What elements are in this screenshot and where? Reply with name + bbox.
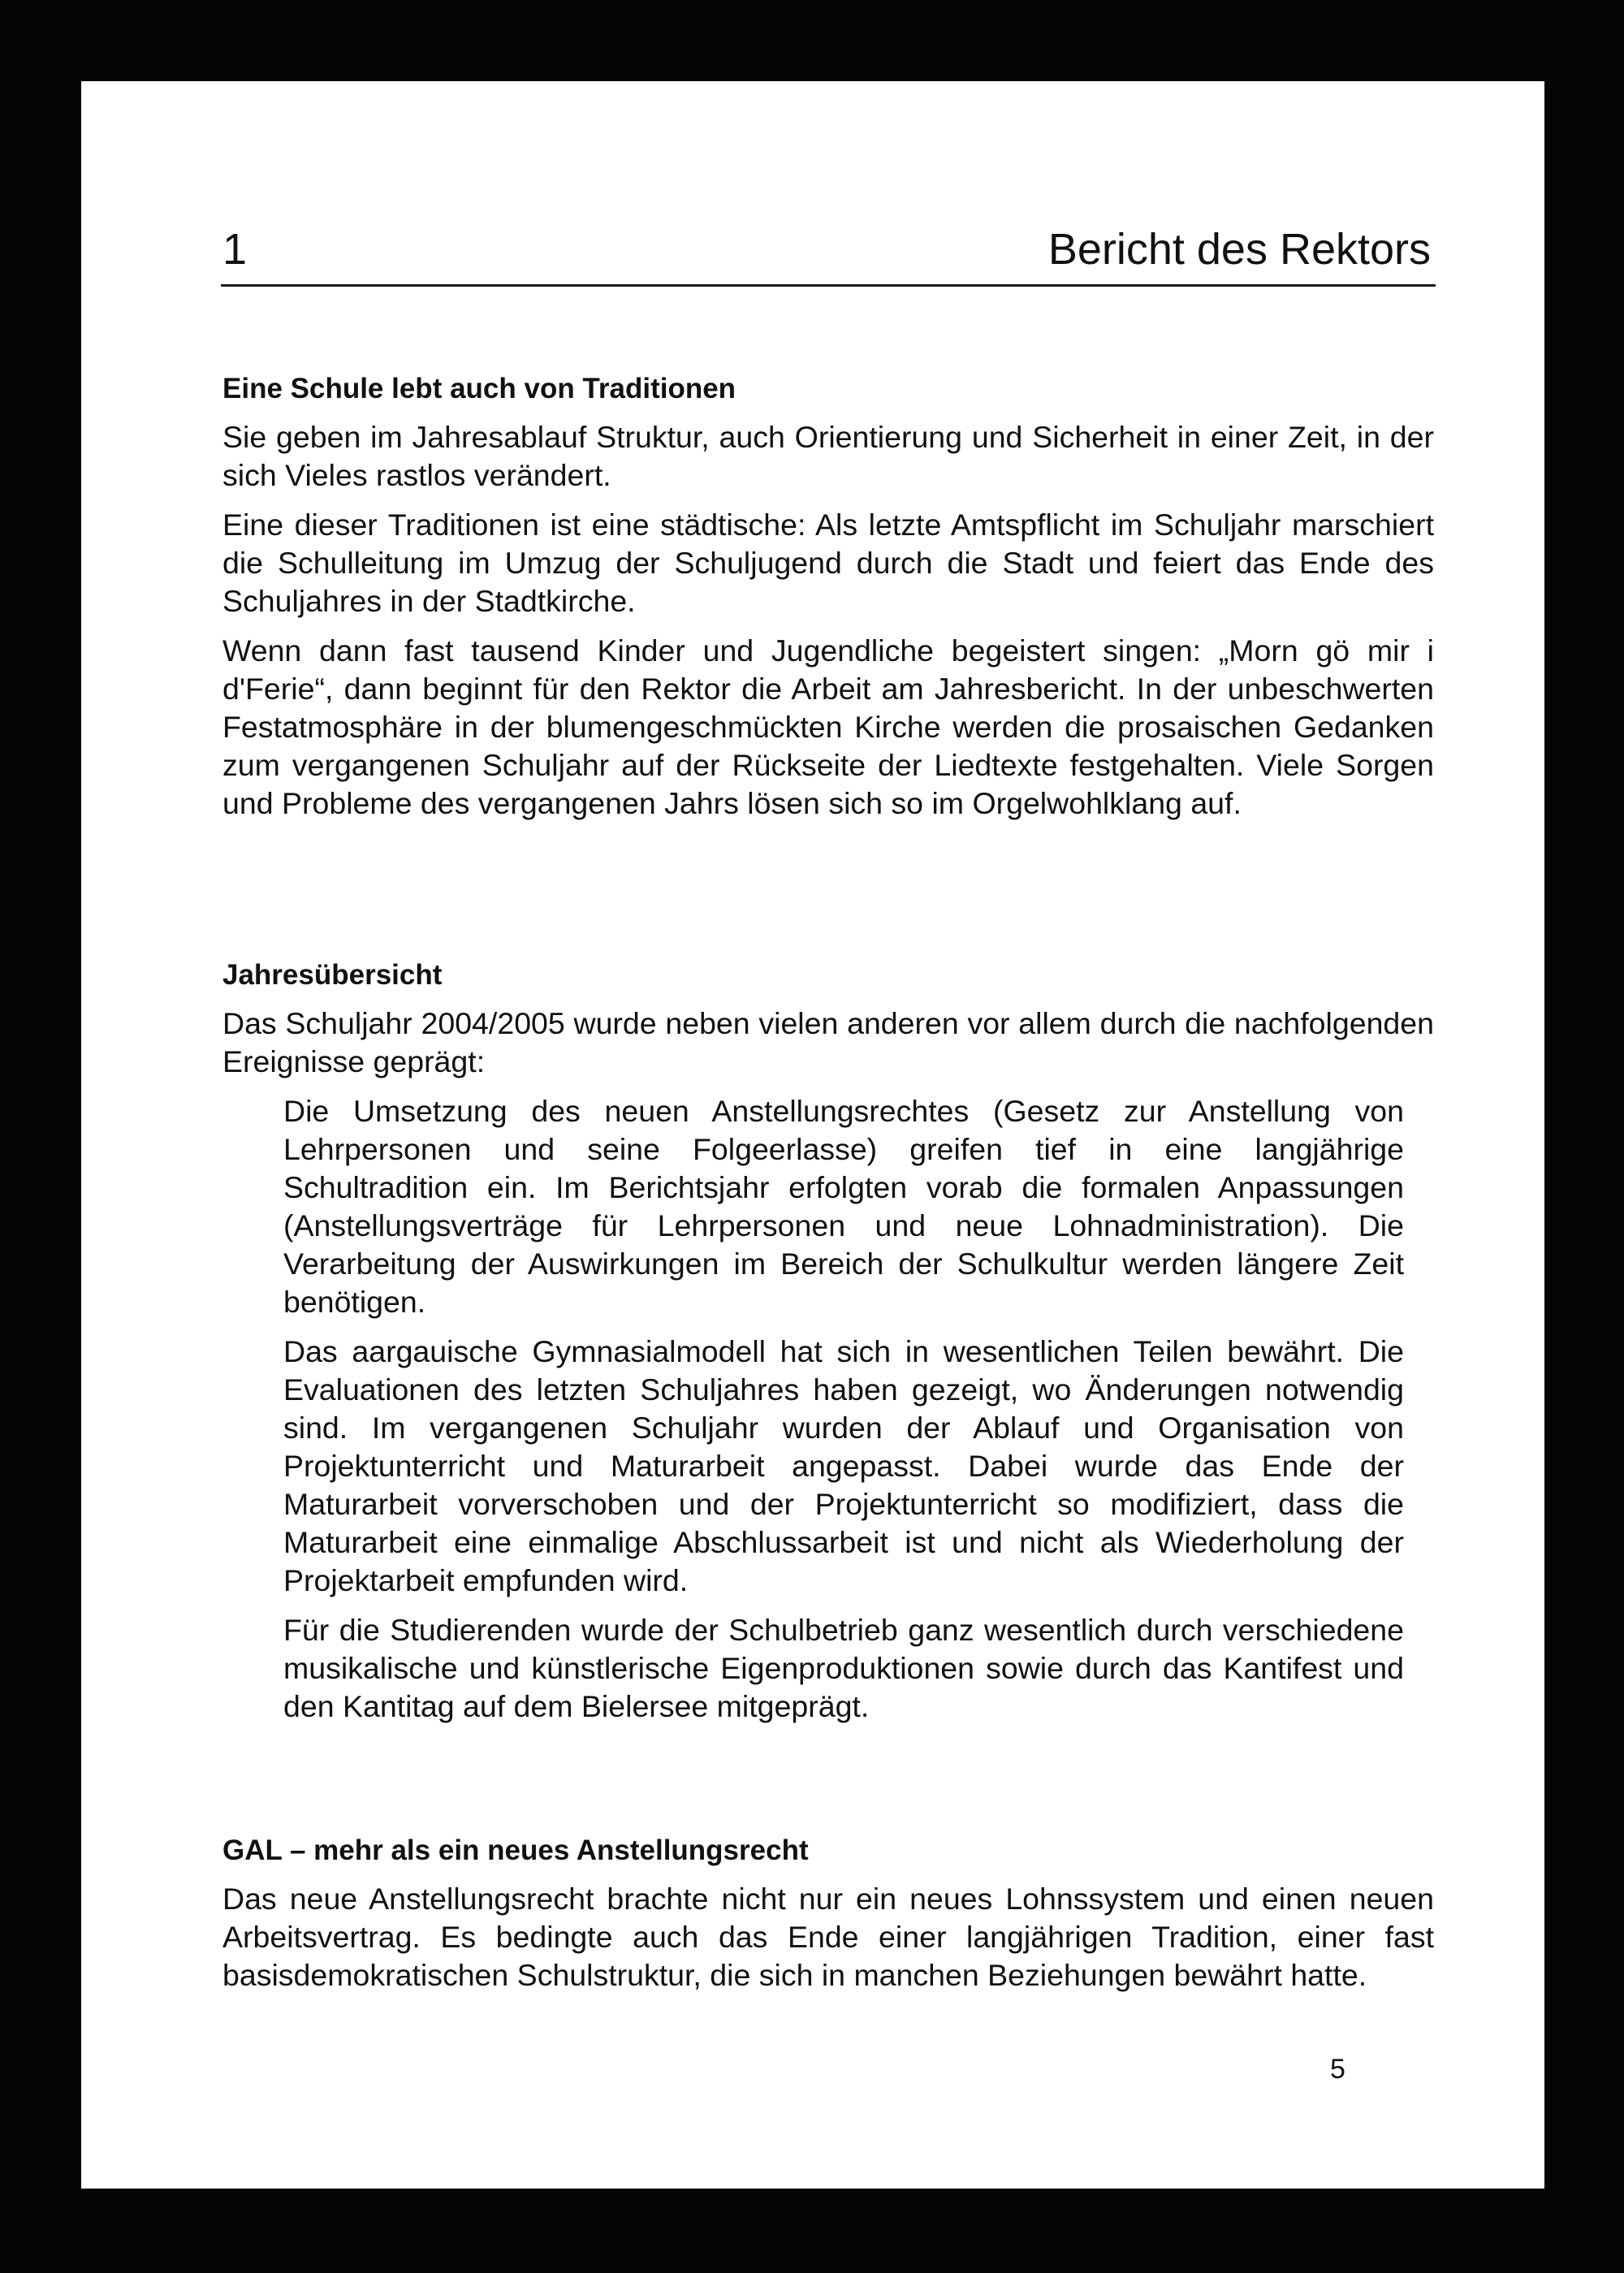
- paragraph: Eine dieser Traditionen ist eine städtische: Als letzte Amtspflicht im Schuljahr marschiert die Schulleitung im Umzug der Schuljugend durch die Stadt und feiert das Ende des Schuljahres in der Stadtkirche.: [222, 508, 1434, 618]
- chapter-title: Bericht des Rektors: [1047, 225, 1431, 274]
- paragraph: Wenn dann fast tausend Kinder und Jugendliche begeistert singen: „Morn gö mir i d'Ferie“, dann beginnt für den Rektor die Arbeit am Jahresbericht. In der unbeschwerten Festatmosphäre in der blumengeschmückten Kirche werden die prosaischen Gedanken zum vergangenen Schuljahr auf der Rückseite der Liedtexte festgehalten. Viele Sorgen und Probleme des vergangenen Jahrs lösen sich so im Orgelwohlklang auf.: [222, 633, 1434, 820]
- intro-paragraph: Das Schuljahr 2004/2005 wurde neben vielen anderen vor allem durch die nachfolgenden Ereignisse geprägt:: [222, 1006, 1434, 1078]
- section-jahresuebersicht: [222, 956, 1434, 1726]
- section-gal: [222, 1831, 1434, 1994]
- section-heading: Eine Schule lebt auch von Traditionen: [222, 373, 736, 404]
- section-heading: GAL – mehr als ein neues Anstellungsrecht: [222, 1834, 809, 1866]
- section-heading: Jahresübersicht: [222, 959, 443, 991]
- document-page: [81, 81, 1544, 2189]
- overview-item: Für die Studierenden wurde der Schulbetrieb ganz wesentlich durch verschiedene musikalische und künstlerische Eigenproduktionen sowie durch das Kantifest und den Kantitag auf dem Bielersee mitgeprägt.: [283, 1613, 1404, 1723]
- chapter-number: 1: [222, 225, 248, 274]
- overview-item: Die Umsetzung des neuen Anstellungsrechtes (Gesetz zur Anstellung von Lehrpersonen und seine Folgeerlasse) greifen tief in eine langjährige Schultradition ein. Im Berichtsjahr erfolgten vorab die formalen Anpassungen (Anstellungsverträge für Lehrpersonen und neue Lohnadministration). Die Verarbeitung der Auswirkungen im Bereich der Schulkultur werden längere Zeit benötigen.: [283, 1094, 1404, 1319]
- paragraph: Das neue Anstellungsrecht brachte nicht nur ein neues Lohnssystem und einen neuen Arbeitsvertrag. Es bedingte auch das Ende einer langjährigen Tradition, einer fast basisdemokratischen Schulstruktur, die sich in manchen Beziehungen bewährt hatte.: [222, 1882, 1434, 1992]
- chapter-header: [221, 219, 1436, 287]
- paragraph: Sie geben im Jahresablauf Struktur, auch Orientierung und Sicherheit in einer Zeit, in der sich Vieles rastlos verändert.: [222, 420, 1434, 492]
- overview-item: Das aargauische Gymnasialmodell hat sich in wesentlichen Teilen bewährt. Die Evaluationen des letzten Schuljahres haben gezeigt, wo Änderungen notwendig sind. Im vergangenen Schuljahr wurden der Ablauf und Organisation von Projektunterricht und Maturarbeit angepasst. Dabei wurde das Ende der Maturarbeit vorverschoben und der Projektunterricht so modifiziert, dass die Maturarbeit eine einmalige Abschlussarbeit ist und nicht als Wiederholung der Projektarbeit empfunden wird.: [283, 1334, 1404, 1597]
- page-number: 5: [1330, 2054, 1345, 2085]
- section-traditions: [222, 369, 1434, 823]
